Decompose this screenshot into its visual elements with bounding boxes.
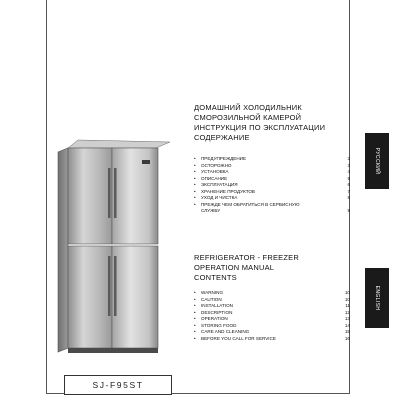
bullet-icon: •: [194, 316, 196, 322]
bullet-icon: •: [194, 329, 196, 335]
bullet-icon: •: [194, 169, 196, 175]
toc-label: INSTALLATION: [201, 303, 233, 309]
bullet-icon: •: [194, 188, 196, 194]
russian-heading-line: ДОМАШНИЙ ХОЛОДИЛЬНИК: [194, 103, 302, 112]
toc-page: 11: [345, 303, 350, 309]
bullet-icon: •: [194, 303, 196, 309]
russian-heading-line: ИНСТРУКЦИЯ ПО ЭКСПЛУАТАЦИИ: [194, 123, 326, 132]
toc-label: ОПИСАНИЕ: [201, 175, 228, 181]
toc-label: ПРЕЖДЕ ЧЕМ ОБРАТИТЬСЯ В СЕРВИСНУЮ: [201, 201, 300, 207]
english-toc: [194, 290, 354, 342]
toc-label: STORING FOOD: [201, 322, 237, 328]
russian-language-tab[interactable]: [365, 133, 389, 189]
toc-label: DESCRIPTION: [201, 309, 233, 315]
toc-page: 12: [344, 309, 350, 315]
toc-label: ЭКСПЛУАТАЦИЯ: [201, 182, 238, 188]
english-heading: [194, 253, 354, 283]
bullet-icon: •: [194, 296, 196, 302]
toc-label: УСТАНОВКА: [201, 169, 229, 175]
toc-item[interactable]: [194, 336, 354, 343]
toc-page: 10: [344, 296, 350, 302]
english-language-tab[interactable]: [365, 268, 389, 328]
toc-page: 9: [347, 208, 350, 214]
russian-heading-line: СМОРОЗИЛЬНОЙ КАМЕРОЙ: [194, 113, 302, 122]
russian-contents-title: СОДЕРЖАНИЕ: [194, 133, 250, 142]
toc-label: СЛУЖБУ: [201, 208, 221, 214]
toc-label: CAUTION: [201, 296, 222, 302]
bullet-icon: •: [194, 162, 196, 168]
russian-tab-label: РУССКИЙ: [374, 147, 380, 175]
toc-page: 5: [347, 175, 350, 181]
bullet-icon: •: [194, 290, 196, 295]
toc-label: УХОД И ЧИСТКА: [201, 195, 238, 201]
toc-page: 3: [347, 156, 350, 161]
russian-heading: [194, 103, 354, 143]
toc-page: 3: [347, 162, 350, 168]
toc-page: 6: [347, 182, 350, 188]
english-heading-line: OPERATION MANUAL: [194, 263, 275, 272]
toc-page: 14: [344, 322, 350, 328]
toc-label: BEFORE YOU CALL FOR SERVICE: [201, 335, 276, 341]
toc-label: ОСТОРОЖНО: [201, 162, 232, 168]
toc-label: WARNING: [201, 290, 224, 295]
refrigerator-illustration-icon: [56, 138, 174, 360]
toc-label: ХРАНЕНИЕ ПРОДУКТОВ: [201, 188, 255, 194]
toc-page: 13: [344, 316, 350, 322]
bullet-icon: •: [194, 335, 196, 341]
english-contents-title: CONTENTS: [194, 273, 237, 282]
english-heading-line: REFRIGERATOR - FREEZER: [194, 253, 299, 262]
bullet-icon: •: [194, 195, 196, 201]
toc-page: 10: [344, 290, 350, 295]
bullet-icon: •: [194, 175, 196, 181]
bullet-icon: •: [194, 156, 196, 161]
toc-item[interactable]: [194, 208, 354, 215]
toc-page: 4: [347, 169, 350, 175]
toc-page: 15: [344, 329, 350, 335]
toc-page: 16: [344, 335, 350, 341]
bullet-icon: •: [194, 322, 196, 328]
toc-label: OPERATION: [201, 316, 228, 322]
toc-page: 8: [347, 195, 350, 201]
toc-label: CARE AND CLEANING: [201, 329, 250, 335]
model-number: SJ-F95ST: [64, 375, 172, 395]
russian-toc: [194, 156, 354, 215]
bullet-icon: •: [194, 182, 196, 188]
bullet-icon: •: [194, 201, 196, 207]
toc-page: 7: [347, 188, 350, 194]
toc-label: ПРЕДУПРЕЖДЕНИЕ: [201, 156, 247, 161]
english-tab-label: ENGLISH: [374, 285, 380, 311]
bullet-icon: •: [194, 309, 196, 315]
